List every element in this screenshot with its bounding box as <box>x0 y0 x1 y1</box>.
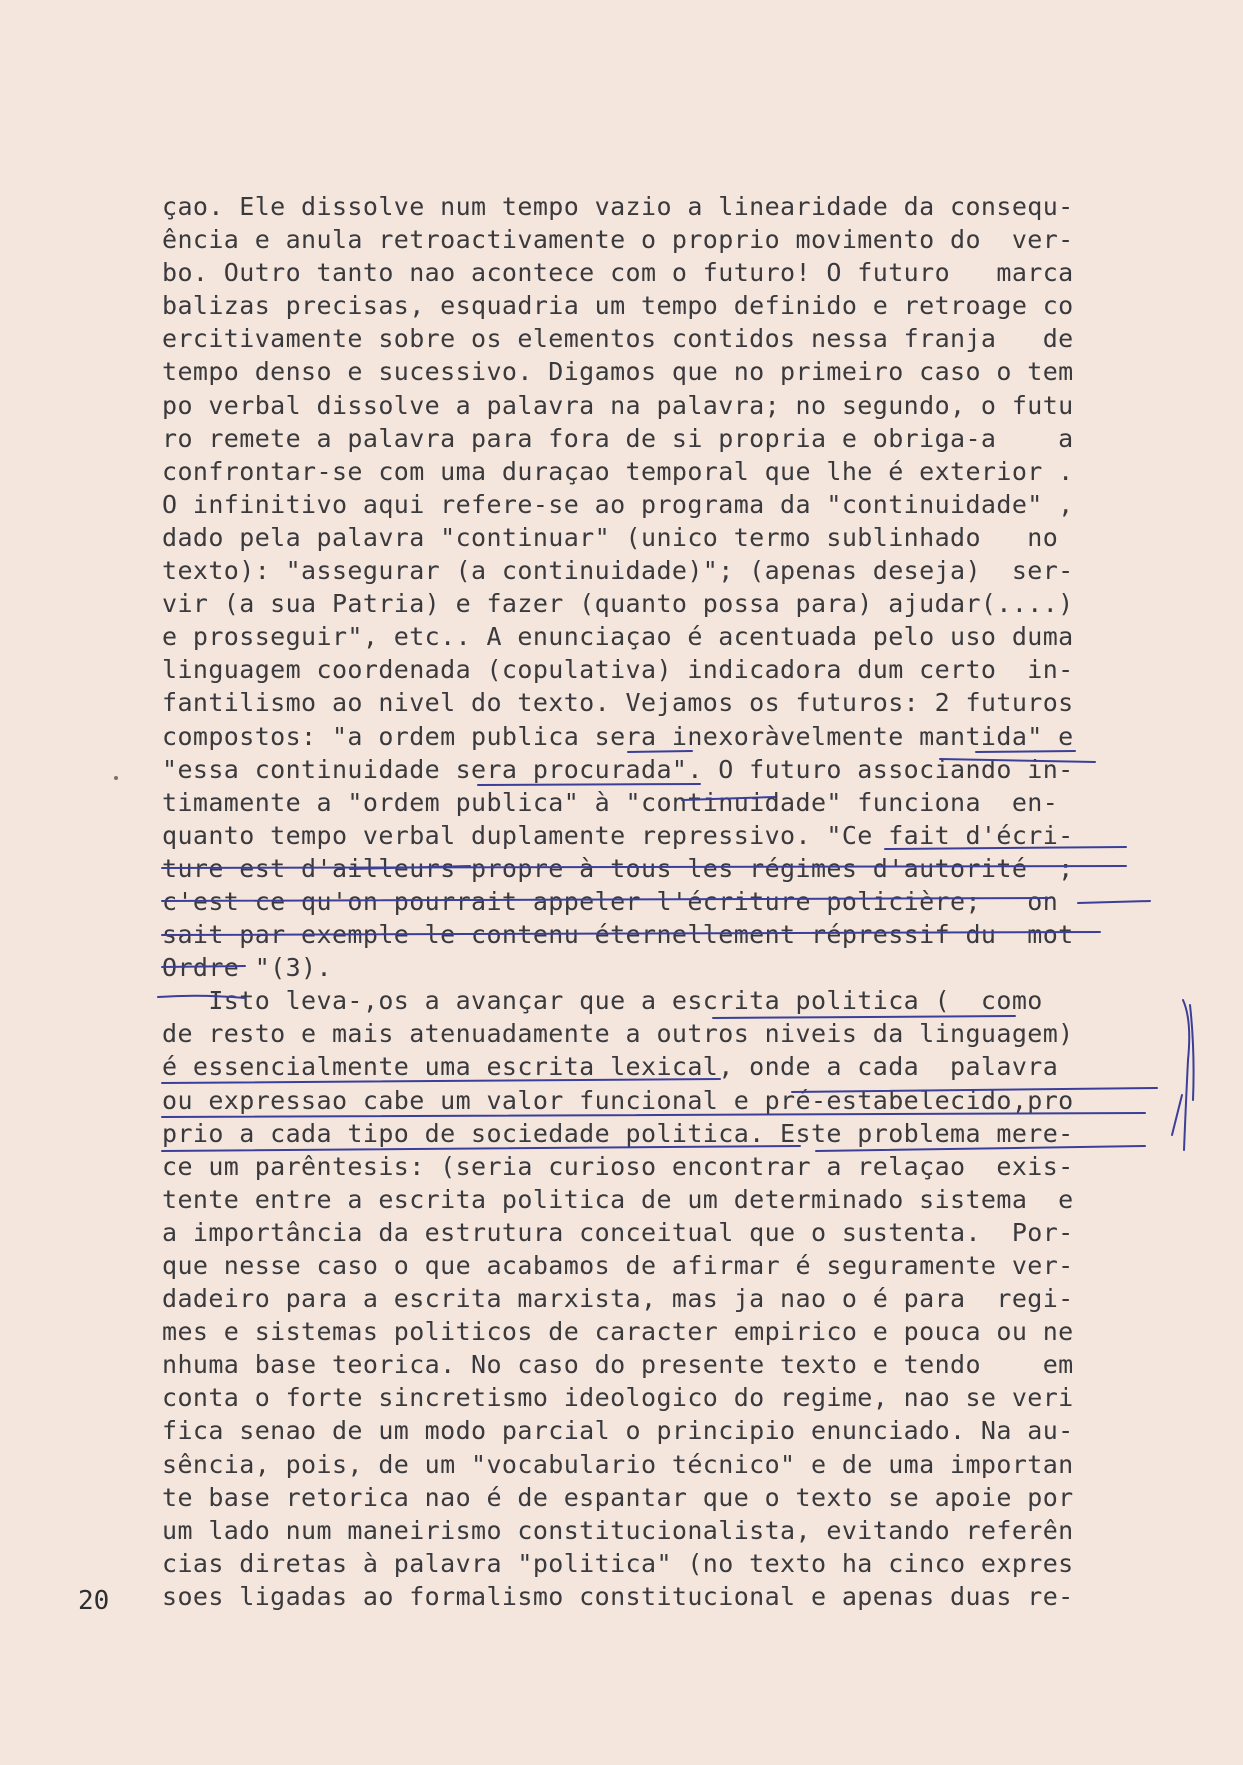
text-line: prio a cada tipo de sociedade politica. Este problema mere- <box>162 1118 1074 1148</box>
page-number: 20 <box>78 1586 110 1616</box>
text-line: sait par exemple le contenu éternellement répressif du mot <box>162 920 1074 950</box>
text-line: balizas precisas, esquadria um tempo definido e retroage co <box>162 291 1074 321</box>
text-line: dado pela palavra "continuar" (unico termo sublinhado no <box>162 522 1059 552</box>
text-line: tente entre a escrita politica de um determinado sistema e <box>162 1184 1074 1214</box>
text-line: Ordre "(3). <box>162 953 332 983</box>
text-line: c'est ce qu'on pourrait appeler l'écriture policière; on <box>162 886 1059 916</box>
text-line: ou expressao cabe um valor funcional e pré-estabelecido,pro <box>162 1085 1074 1115</box>
text-line: de resto e mais atenuadamente a outros niveis da linguagem) <box>162 1019 1074 1049</box>
text-line: e prosseguir", etc.. A enunciaçao é acentuada pelo uso duma <box>162 622 1074 652</box>
text-line: dadeiro para a escrita marxista, mas ja nao o é para regi- <box>162 1284 1074 1314</box>
text-line: um lado num maneirismo constitucionalista, evitando referên <box>162 1515 1074 1545</box>
text-line: quanto tempo verbal duplamente repressivo. "Ce fait d'écri- <box>162 820 1074 850</box>
text-line: que nesse caso o que acabamos de afirmar é seguramente ver- <box>162 1251 1074 1280</box>
text-line: te base retorica nao é de espantar que o texto se apoie por <box>162 1482 1074 1512</box>
text-line: linguagem coordenada (copulativa) indicadora dum certo in- <box>162 655 1074 685</box>
text-line: cias diretas à palavra "politica" (no texto ha cinco expres <box>162 1548 1074 1578</box>
text-line: compostos: "a ordem publica sera inexoràvelmente mantida" e <box>162 721 1074 751</box>
text-line: çao. Ele dissolve num tempo vazio a linearidade da consequ- <box>162 192 1074 221</box>
text-line: fica senao de um modo parcial o principio enunciado. Na au- <box>162 1416 1074 1446</box>
text-line: Isto leva-,os a avançar que a escrita politica ( como <box>162 986 1043 1016</box>
text-line: ercitivamente sobre os elementos contidos nessa franja de <box>162 324 1074 354</box>
text-line: ro remete a palavra para fora de si propria e obriga-a a <box>162 423 1074 453</box>
text-line: ture est d'ailleurs propre à tous les régimes d'autorité ; <box>162 853 1074 883</box>
text-line: mes e sistemas politicos de caracter empirico e pouca ou ne <box>162 1317 1074 1347</box>
text-line: confrontar-se com uma duraçao temporal que lhe é exterior . <box>162 456 1074 486</box>
text-line: a importância da estrutura conceitual que o sustenta. Por- <box>162 1217 1074 1247</box>
text-line: bo. Outro tanto nao acontece com o futuro! O futuro marca <box>162 258 1074 288</box>
text-line: timamente a "ordem publica" à "continuidade" funciona en- <box>162 787 1059 817</box>
text-line: O infinitivo aqui refere-se ao programa da "continuidade" , <box>162 489 1074 519</box>
text-line: sência, pois, de um "vocabulario técnico" e de uma importan <box>162 1449 1074 1479</box>
margin-mark <box>114 776 118 780</box>
text-line: texto): "assegurar (a continuidade)"; (apenas deseja) ser- <box>162 556 1074 586</box>
body-text <box>162 190 1147 1613</box>
text-line: fantilismo ao nivel do texto. Vejamos os futuros: 2 futuros <box>162 688 1074 718</box>
text-line: é essencialmente uma escrita lexical, onde a cada palavra <box>162 1052 1059 1082</box>
text-line: tempo denso e sucessivo. Digamos que no primeiro caso o tem <box>162 357 1074 387</box>
text-line: ência e anula retroactivamente o proprio movimento do ver- <box>162 225 1074 255</box>
text-line: po verbal dissolve a palavra na palavra; no segundo, o futu <box>162 390 1074 420</box>
text-line: soes ligadas ao formalismo constitucional e apenas duas re- <box>162 1581 1074 1611</box>
text-line: vir (a sua Patria) e fazer (quanto possa para) ajudar(....) <box>162 589 1074 619</box>
text-line: ce um parêntesis: (seria curioso encontrar a relaçao exis- <box>162 1151 1074 1181</box>
text-line: "essa continuidade sera procurada". O futuro associando in- <box>162 754 1074 784</box>
text-line: conta o forte sincretismo ideologico do regime, nao se veri <box>162 1383 1074 1413</box>
text-line: nhuma base teorica. No caso do presente texto e tendo em <box>162 1350 1074 1380</box>
